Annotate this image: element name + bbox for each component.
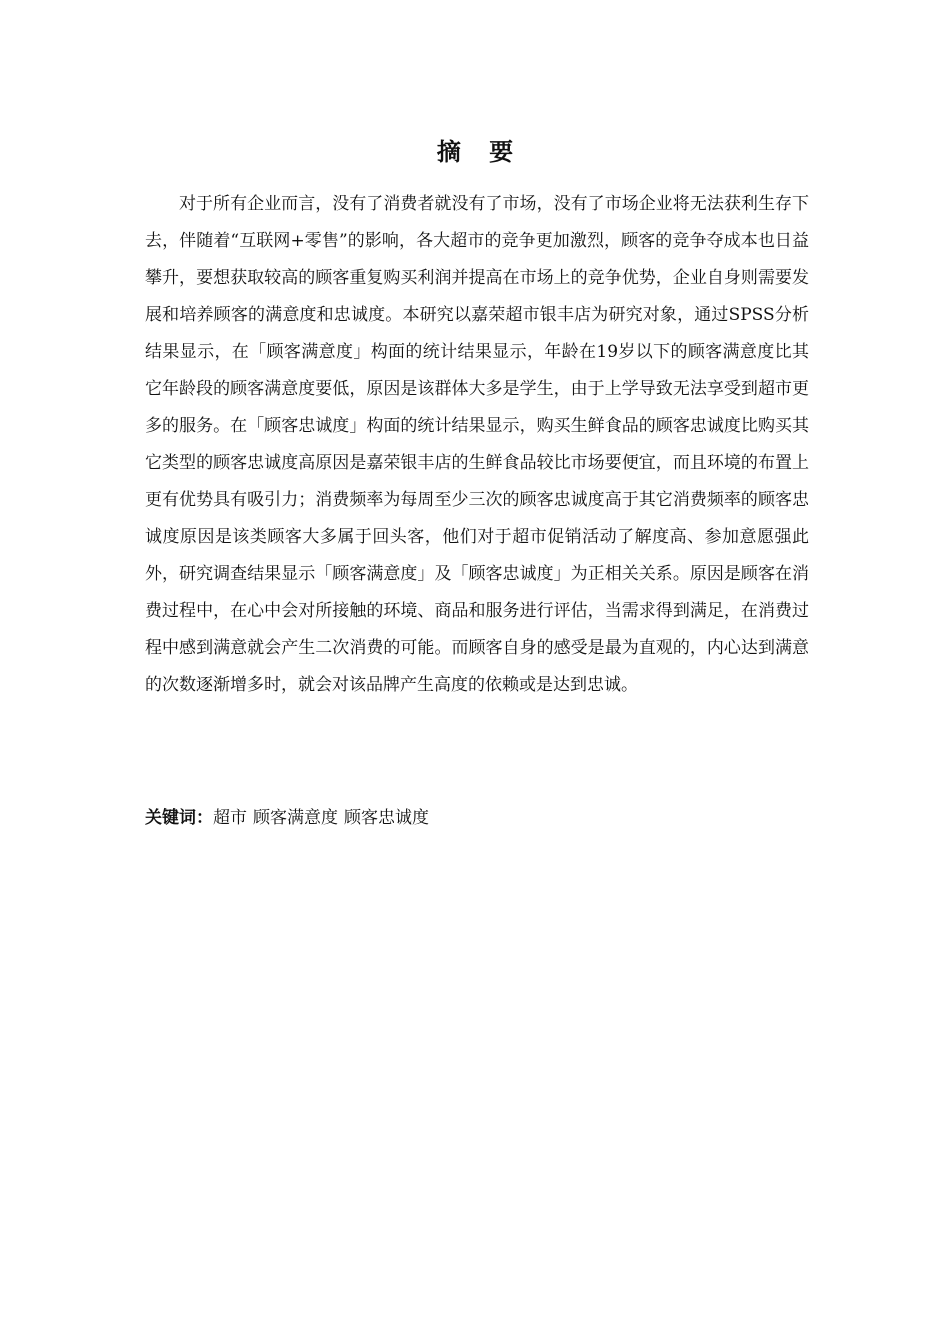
abstract-title: 摘 要 xyxy=(436,137,524,166)
keyword-item: 顾客忠诚度 xyxy=(344,808,429,828)
keywords-line xyxy=(145,800,809,837)
keywords-label: 关键词： xyxy=(145,808,213,828)
keyword-item: 顾客满意度 xyxy=(253,808,338,828)
keyword-item: 超市 xyxy=(213,808,247,828)
abstract-body: 对于所有企业而言，没有了消费者就没有了市场，没有了市场企业将无法获利生存下去，伴随着“互联网+零售”的影响，各大超市的竞争更加激烈，顾客的竞争夺成本也日益攀升，要想获取较高的顾客重复购买利润并提高在市场上的竞争优势，企业自身则需要发展和培养顾客的满意度和忠诚度。本研究以嘉荣超市银丰店为研究对象，通过SPSS分析结果显示，在「顾客满意度」构面的统计结果显示，年龄在19岁以下的顾客满意度比其它年龄段的顾客满意度要低，原因是该群体大多是学生，由于上学导致无法享受到超市更多的服务。在「顾客忠诚度」构面的统计结果显示，购买生鲜食品的顾客忠诚度比购买其它类型的顾客忠诚度高原因是嘉荣银丰店的生鲜食品较比市场要便宜，而且环境的布置上更有优势具有吸引力；消费频率为每周至少三次的顾客忠诚度高于其它消费频率的顾客忠诚度原因是该类顾客大多属于回头客，他们对于超市促销活动了解度高、参加意愿强此外，研究调查结果显示「顾客满意度」及「顾客忠诚度」为正相关关系。原因是顾客在消费过程中，在心中会对所接触的环境、商品和服务进行评估，当需求得到满足，在消费过程中感到满意就会产生二次消费的可能。而顾客自身的感受是最为直观的，内心达到满意的次数逐渐增多时，就会对该品牌产生高度的依赖或是达到忠诚。 xyxy=(145,194,809,695)
